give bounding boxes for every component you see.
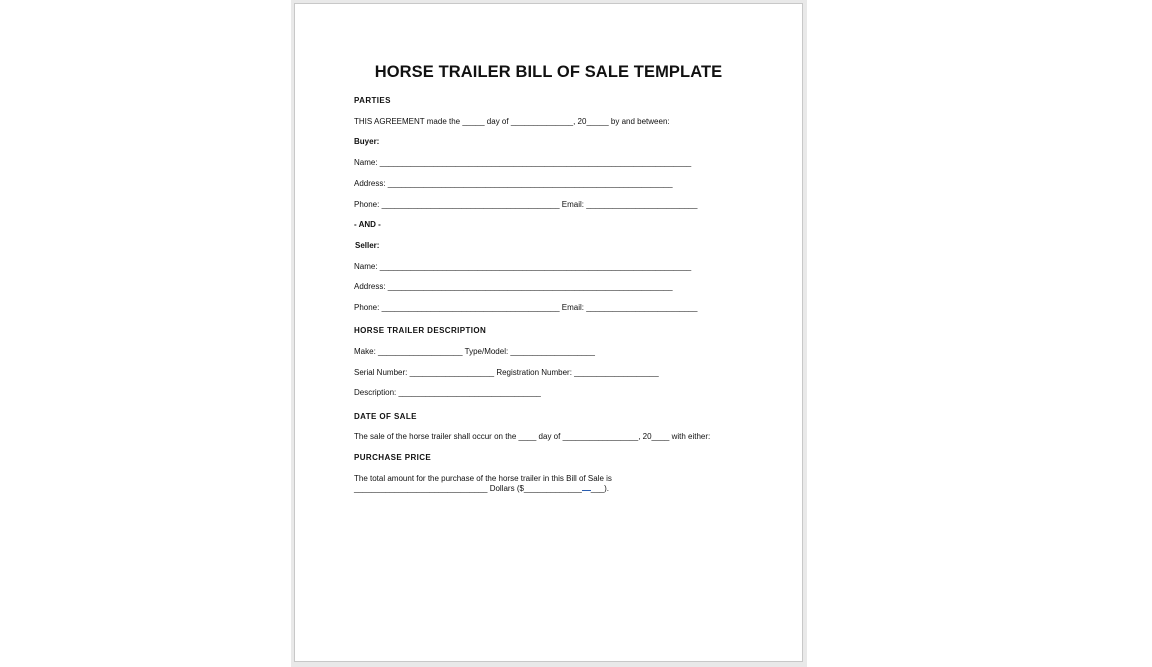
description-field: Description: ________________________________ bbox=[354, 388, 541, 397]
date-of-sale-line: The sale of the horse trailer shall occur on the ____ day of _________________, 20____ with either: bbox=[354, 432, 711, 441]
buyer-name-field: Name: ______________________________________________________________________ bbox=[354, 158, 692, 167]
purchase-price-line-2-end: ___). bbox=[590, 484, 610, 493]
make-model-field: Make: ___________________ Type/Model: ___________________ bbox=[354, 347, 595, 356]
and-separator: - AND - bbox=[354, 220, 381, 229]
parties-heading: PARTIES bbox=[354, 96, 391, 105]
agreement-line: THIS AGREEMENT made the _____ day of ______________, 20_____ by and between: bbox=[354, 117, 670, 126]
description-heading: HORSE TRAILER DESCRIPTION bbox=[354, 326, 487, 335]
purchase-price-line-1: The total amount for the purchase of the horse trailer in this Bill of Sale is bbox=[354, 474, 612, 483]
buyer-phone-email-field: Phone: ________________________________________ Email: _________________________ bbox=[354, 200, 698, 209]
serial-registration-field: Serial Number: ___________________ Registration Number: ___________________ bbox=[354, 368, 659, 377]
seller-name-field: Name: ______________________________________________________________________ bbox=[354, 262, 692, 271]
seller-address-field: Address: ________________________________________________________________ bbox=[354, 282, 673, 291]
seller-phone-email-field: Phone: ________________________________________ Email: _________________________ bbox=[354, 303, 698, 312]
purchase-price-line-2-start: ______________________________ Dollars ($_____________ bbox=[354, 484, 582, 493]
buyer-address-field: Address: ________________________________________________________________ bbox=[354, 179, 673, 188]
date-of-sale-heading: DATE OF SALE bbox=[354, 412, 417, 421]
document-title: HORSE TRAILER BILL OF SALE TEMPLATE bbox=[374, 63, 723, 81]
buyer-label: Buyer: bbox=[354, 137, 380, 146]
seller-label: Seller: bbox=[355, 241, 380, 250]
purchase-price-heading: PURCHASE PRICE bbox=[354, 453, 432, 462]
purchase-price-line-2 bbox=[354, 484, 609, 494]
document-page[interactable] bbox=[294, 3, 803, 662]
text-cursor bbox=[582, 484, 591, 491]
